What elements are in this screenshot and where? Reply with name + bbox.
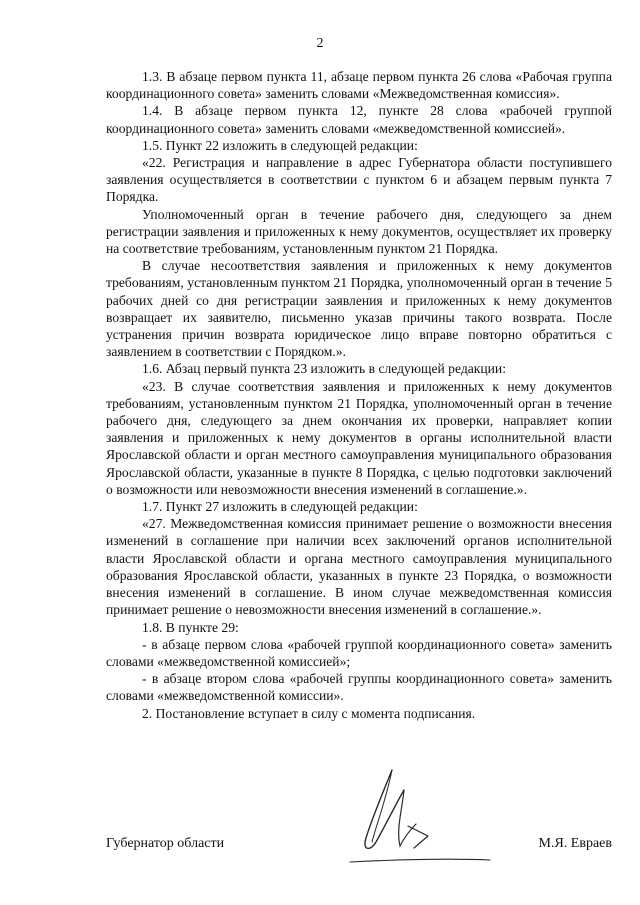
paragraph-22-return: В случае несоответствия заявления и приложенных к нему документов требованиям, установленным пунктом 21 Порядка, уполномоченный орган в течение 5 рабочих дней со дня регистрации заявления и приложенных к нему документов возвращает их заявителю, письменно указав причины такого возврата. После устранения причин возврата юридическое лицо вправе повторно обратиться с заявлением в соответствии с Порядком.». (106, 258, 612, 360)
signatory-name: М.Я. Евраев (538, 836, 612, 851)
paragraph-1-5: 1.5. Пункт 22 изложить в следующей редакции: (142, 137, 418, 153)
paragraph-1-3: 1.3. В абзаце первом пункта 11, абзаце первом пункта 26 слова «Рабочая группа координационного совета» заменить словами «Межведомственная комиссия». (106, 69, 612, 102)
paragraph-23: «23. В случае соответствия заявления и приложенных к нему документов требованиям, установленным пунктом 21 Порядка, уполномоченный орган в течение рабочего дня, следующего за днем окончания их проверки, направляет копии заявления и приложенных к нему документов в органы исполнительной власти Ярославской области и орган местного самоуправления муниципального образования Ярославской области, указанные в пункте 8 Порядка, с целью подготовки заключений о возможности или невозможности внесения изменений в соглашение.». (106, 378, 612, 497)
paragraph-1-6: 1.6. Абзац первый пункта 23 изложить в следующей редакции: (142, 361, 506, 377)
paragraph-29-first: - в абзаце первом слова «рабочей группой координационного совета» заменить словами «межведомственной комиссией»; (106, 636, 612, 669)
signature-row (106, 836, 612, 856)
paragraph-27: «27. Межведомственная комиссия принимает решение о возможности внесения изменений в соглашение при наличии всех заключений органов исполнительной власти Ярославской области и органа местного самоуправления муниципального образования Ярославской области, указанных в пункте 23 Порядка, о возможности внесения изменений в соглашение. В ином случае межведомственная комиссия принимает решение о невозможности внесения изменений в соглашение.». (106, 516, 612, 618)
signatory-title: Губернатор области (106, 836, 225, 851)
paragraph-22-registration: «22. Регистрация и направление в адрес Губернатора области поступившего заявления осуществляется в соответствии с пунктом 6 и абзацем первым пункта 7 Порядка. (106, 155, 612, 205)
page-number: 2 (316, 36, 324, 51)
paragraph-29-second: - в абзаце втором слова «рабочей группы координационного совета» заменить словами «межведомственной комиссии». (106, 671, 612, 704)
paragraph-2: 2. Постановление вступает в силу с момента подписания. (142, 705, 476, 721)
paragraph-1-7: 1.7. Пункт 27 изложить в следующей редакции: (142, 499, 418, 515)
paragraph-22-check: Уполномоченный орган в течение рабочего дня, следующего за днем регистрации заявления и приложенных к нему документов, осуществляет их проверку на соответствие требованиям, установленным пунктом 21 Порядка. (106, 206, 612, 257)
paragraph-1-8: 1.8. В пункте 29: (142, 619, 239, 635)
paragraph-1-4: 1.4. В абзаце первом пункта 12, пункте 28 слова «рабочей группой координационного совета» заменить словами «межведомственной комиссией». (106, 103, 612, 136)
